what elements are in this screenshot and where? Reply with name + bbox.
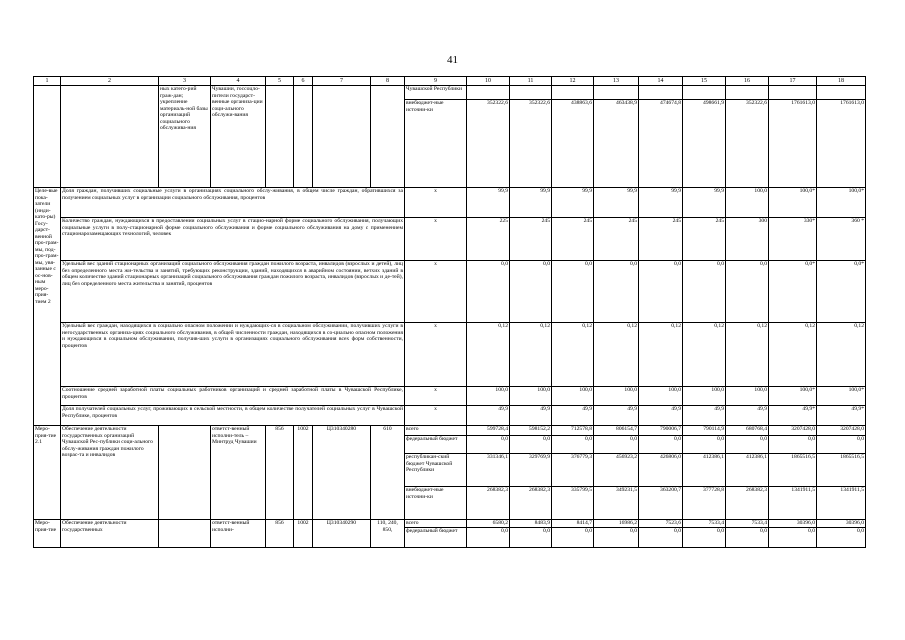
table-cell: 498661,9 bbox=[683, 100, 726, 188]
table-cell: 806154,7 bbox=[594, 426, 639, 436]
indicator-text: Количество граждан, нуждающихся в предоставлении социальных услуг в стацио-нарной форме социального обслуживания, получающих социальные услуги в полу-стационарной форме социального обслуживания и форме социального обслуживания на дому с применением стационарозамещающих технологий, человек bbox=[61, 218, 405, 261]
table-cell: 100,0 bbox=[726, 188, 769, 218]
table-cell: 100,0 bbox=[639, 387, 683, 406]
table-cell: 330* bbox=[769, 218, 817, 261]
table-cell: 7523,6 bbox=[639, 520, 683, 528]
source-cell: внебюджет-ные источни-ки bbox=[405, 100, 467, 188]
event-label: Меро-прия-тие 2.1 bbox=[34, 426, 61, 520]
header-cell: 6 bbox=[294, 77, 313, 86]
table-cell: 790114,9 bbox=[683, 426, 726, 436]
table-cell: x bbox=[405, 387, 467, 406]
table-cell: 30396,0 bbox=[769, 520, 817, 528]
table-cell: 245 bbox=[594, 218, 639, 261]
header-cell: 15 bbox=[683, 77, 726, 86]
table-cell: 49,9* bbox=[769, 406, 817, 426]
table-cell: 352322,6 bbox=[467, 100, 510, 188]
table-cell: 49,9 bbox=[552, 406, 594, 426]
table-cell bbox=[61, 86, 159, 188]
table-cell: 100,0 bbox=[594, 387, 639, 406]
table-cell: 1002 bbox=[294, 426, 313, 520]
table-cell: 268382,3 bbox=[467, 487, 510, 520]
table-cell: 7533,4 bbox=[726, 520, 769, 528]
table-cell: 49,9 bbox=[467, 406, 510, 426]
table-cell: 100,0* bbox=[769, 387, 817, 406]
table-cell: 3207428,0 bbox=[769, 426, 817, 436]
header-cell: 5 bbox=[266, 77, 294, 86]
table-cell: 0,12 bbox=[639, 323, 683, 387]
event-label: Меро-прия-тие bbox=[34, 520, 61, 548]
table-cell: 7533,4 bbox=[683, 520, 726, 528]
table-cell: 268382,3 bbox=[510, 487, 552, 520]
table-cell: 0,0 bbox=[683, 261, 726, 323]
table-cell: 0,0* bbox=[769, 261, 817, 323]
table-cell: 0,0 bbox=[594, 528, 639, 548]
table-cell: 0,12 bbox=[510, 323, 552, 387]
source-cell: всего bbox=[405, 520, 467, 528]
indicator-text: Удельный вес зданий стационарных организаций социального обслуживания граждан пожилого возраста, инвалидов (взрослых и детей), лиц без определенного места жи-тельства и занятий, требующих реконструкции, зданий, находящихся в аварийном состоянии, ветхих зданий в общем количестве зданий стационарных организаций социального обслуживания граждан пожилого возраста, инвалидов (взрослых и де-тей), лиц без определенного места жительства и занятий, процентов bbox=[61, 261, 405, 323]
table-cell: 0,12 bbox=[683, 323, 726, 387]
target-row bbox=[34, 188, 866, 218]
table-cell: 790006,7 bbox=[639, 426, 683, 436]
table-cell: 245 bbox=[639, 218, 683, 261]
header-cell: 13 bbox=[594, 77, 639, 86]
table-cell bbox=[726, 86, 769, 100]
table-cell: 352322,6 bbox=[726, 100, 769, 188]
executor-cell: ответст-венный исполни- bbox=[211, 520, 266, 548]
table-cell: 0,12 bbox=[552, 323, 594, 387]
table-cell: 100,0 bbox=[683, 387, 726, 406]
table-cell: 0,0 bbox=[639, 261, 683, 323]
table-cell: 1341911,5 bbox=[817, 487, 866, 520]
executor-cell: Чувашии, госсоцло-пители государст-венные организа-ции соци-ального обслужи-вания bbox=[211, 86, 266, 188]
table-cell: 100,0 bbox=[510, 387, 552, 406]
header-row bbox=[34, 77, 866, 86]
source-cell: федеральный бюджет bbox=[405, 528, 467, 548]
table-cell: 0,0 bbox=[726, 528, 769, 548]
table-cell: 0,0 bbox=[683, 436, 726, 454]
event-name: Обеспечение деятельности государственных организаций Чувашской Рес-публики соци-ального обслу-живания граждан пожилого возрас-та и инвалидов bbox=[61, 426, 159, 520]
table-cell: 245 bbox=[552, 218, 594, 261]
table-cell: 1341911,5 bbox=[769, 487, 817, 520]
budget-table bbox=[33, 76, 866, 548]
table-cell: 8414,7 bbox=[552, 520, 594, 528]
table-cell: 0,12 bbox=[769, 323, 817, 387]
table-cell: x bbox=[405, 323, 467, 387]
table-cell: 0,0 bbox=[683, 528, 726, 548]
header-cell: 17 bbox=[769, 77, 817, 86]
table-cell bbox=[159, 426, 211, 520]
table-cell: 376779,3 bbox=[552, 454, 594, 487]
executor-cell: ответст-венный исполни-тель – Минтруд Чувашии bbox=[211, 426, 266, 520]
table-cell: 1002 bbox=[294, 520, 313, 548]
table-cell: 100,0 bbox=[467, 387, 510, 406]
table-cell: 99,9 bbox=[639, 188, 683, 218]
table-cell: 0,0 bbox=[552, 528, 594, 548]
goal-cell: ных катего-рий граж-дан; укрепление материаль-ной базы организаций социального обслужива-ния bbox=[159, 86, 211, 188]
table-cell bbox=[817, 86, 866, 100]
table-cell: 412386,1 bbox=[683, 454, 726, 487]
table-cell: x bbox=[405, 261, 467, 323]
header-cell: 16 bbox=[726, 77, 769, 86]
table-cell: 331346,1 bbox=[467, 454, 510, 487]
table-cell: 245 bbox=[683, 218, 726, 261]
table-cell: 49,9* bbox=[817, 406, 866, 426]
table-cell: 463438,9 bbox=[594, 100, 639, 188]
table-cell bbox=[552, 86, 594, 100]
table-cell: 856 bbox=[266, 426, 294, 520]
table-cell: 1761613,0 bbox=[817, 100, 866, 188]
table-cell: 360 * bbox=[817, 218, 866, 261]
table-cell: 0,0 bbox=[510, 261, 552, 323]
table-cell: 268382,3 bbox=[726, 487, 769, 520]
table-cell: 0,12 bbox=[594, 323, 639, 387]
table-cell: 0,0 bbox=[552, 261, 594, 323]
table-cell: 0,12 bbox=[726, 323, 769, 387]
table-cell: 456923,2 bbox=[594, 454, 639, 487]
target-row bbox=[34, 406, 866, 426]
header-cell: 7 bbox=[313, 77, 371, 86]
header-cell: 9 bbox=[405, 77, 467, 86]
table-cell: 329769,9 bbox=[510, 454, 552, 487]
table-cell: 49,9 bbox=[639, 406, 683, 426]
table-cell: 0,0 bbox=[467, 528, 510, 548]
table-cell: 856 bbox=[266, 520, 294, 548]
table-cell: 0,0 bbox=[510, 528, 552, 548]
target-row bbox=[34, 387, 866, 406]
table-cell: 1865516,5 bbox=[817, 454, 866, 487]
source-cell: республикан-ский бюджет Чувашской Республики bbox=[405, 454, 467, 487]
indicator-text: Доля граждан, получивших социальные услуги в организациях социального обслу-живания, в общем числе граждан, обратившихся за получением социальных услуг в организации социального обслуживания, процентов bbox=[61, 188, 405, 218]
table-cell: 16986,2 bbox=[594, 520, 639, 528]
table-cell: 680768,4 bbox=[726, 426, 769, 436]
event-row bbox=[34, 520, 866, 528]
table-cell: 0,0 bbox=[639, 436, 683, 454]
table-cell: 0,0 bbox=[594, 436, 639, 454]
table-cell: 3207428,0 bbox=[817, 426, 866, 436]
table-cell: 0,0 bbox=[510, 436, 552, 454]
table-cell: 712578,8 bbox=[552, 426, 594, 436]
header-cell: 12 bbox=[552, 77, 594, 86]
table-cell: 0,0 bbox=[769, 528, 817, 548]
table-cell: 599728,4 bbox=[467, 426, 510, 436]
source-cell: Чувашской Республики bbox=[405, 86, 467, 100]
table-cell: 363200,7 bbox=[639, 487, 683, 520]
table-cell bbox=[467, 86, 510, 100]
table-cell: 438863,6 bbox=[552, 100, 594, 188]
table-cell: 1761613,0 bbox=[769, 100, 817, 188]
table-cell bbox=[371, 86, 405, 188]
table-cell: 8483,9 bbox=[510, 520, 552, 528]
table-cell: 49,9 bbox=[510, 406, 552, 426]
table-cell: x bbox=[405, 218, 467, 261]
table-cell: 100,0 bbox=[552, 387, 594, 406]
table-cell bbox=[266, 86, 294, 188]
source-cell: внебюджет-ные источни-ки bbox=[405, 487, 467, 520]
header-cell: 1 bbox=[34, 77, 61, 86]
event-row bbox=[34, 426, 866, 436]
source-cell: федеральный бюджет bbox=[405, 436, 467, 454]
table-cell bbox=[769, 86, 817, 100]
header-cell: 3 bbox=[159, 77, 211, 86]
table-cell: 0,0 bbox=[726, 261, 769, 323]
table-cell: 0,0 bbox=[552, 436, 594, 454]
table-cell: 99,9 bbox=[467, 188, 510, 218]
table-cell: 0,0 bbox=[467, 436, 510, 454]
table-cell: 1865516,5 bbox=[769, 454, 817, 487]
table-cell bbox=[683, 86, 726, 100]
table-cell: 0,0 bbox=[817, 436, 866, 454]
table-cell: x bbox=[405, 188, 467, 218]
table-cell: 377728,8 bbox=[683, 487, 726, 520]
table-cell: 99,9 bbox=[510, 188, 552, 218]
table-cell: Ц310340290 bbox=[313, 520, 371, 548]
table-cell: 100,0* bbox=[769, 188, 817, 218]
header-cell: 10 bbox=[467, 77, 510, 86]
table-cell: 49,9 bbox=[594, 406, 639, 426]
table-cell: 300 bbox=[726, 218, 769, 261]
targets-label: Целе-вые пока-затели (инди-като-ры) Госу-дарст-венной про-грам-мы, под-про-грам-мы, увя-занные с ос-нов-ным меро-прия-тием 2 bbox=[34, 188, 61, 426]
table-cell bbox=[34, 86, 61, 188]
table-cell: 99,9 bbox=[552, 188, 594, 218]
table-row bbox=[34, 86, 866, 100]
table-cell: Ц310340280 bbox=[313, 426, 371, 520]
table-cell: 99,9 bbox=[683, 188, 726, 218]
event-name: Обеспечение деятельности государственных bbox=[61, 520, 159, 548]
table-cell: 0,0 bbox=[467, 261, 510, 323]
table-cell bbox=[594, 86, 639, 100]
table-cell bbox=[639, 86, 683, 100]
table-cell: 598152,2 bbox=[510, 426, 552, 436]
target-row bbox=[34, 261, 866, 323]
indicator-text: Соотношение средней заработной платы социальных работников организаций и средней заработной платы в Чувашской Республике, процентов bbox=[61, 387, 405, 406]
page-number: 41 bbox=[447, 54, 458, 66]
header-cell: 4 bbox=[211, 77, 266, 86]
table-cell bbox=[313, 86, 371, 188]
table-cell: 352322,6 bbox=[510, 100, 552, 188]
table-cell: 0,12 bbox=[817, 323, 866, 387]
table-cell: 0,0* bbox=[817, 261, 866, 323]
table-cell: 0,0 bbox=[726, 436, 769, 454]
table-cell: 100,0* bbox=[817, 387, 866, 406]
table-cell: 110, 240, 850, bbox=[371, 520, 405, 548]
header-cell: 14 bbox=[639, 77, 683, 86]
table-cell: 426806,0 bbox=[639, 454, 683, 487]
table-cell: 6580,2 bbox=[467, 520, 510, 528]
table-cell: 610 bbox=[371, 426, 405, 520]
table-cell: 100,0* bbox=[817, 188, 866, 218]
table-cell: 0,0 bbox=[594, 261, 639, 323]
table-cell: 0,0 bbox=[817, 528, 866, 548]
table-cell: 349231,5 bbox=[594, 487, 639, 520]
indicator-text: Доля получателей социальных услуг, проживающих в сельской местности, в общем количестве получателей социальных услуг в Чувашской Республике, процентов bbox=[61, 406, 405, 426]
table-cell bbox=[159, 520, 211, 548]
table-cell: 0,12 bbox=[467, 323, 510, 387]
header-cell: 18 bbox=[817, 77, 866, 86]
target-row bbox=[34, 323, 866, 387]
table-cell: 0,0 bbox=[639, 528, 683, 548]
table-cell: 474674,8 bbox=[639, 100, 683, 188]
table-cell: 335799,5 bbox=[552, 487, 594, 520]
table-cell bbox=[510, 86, 552, 100]
table-cell: 99,9 bbox=[594, 188, 639, 218]
table-cell: 49,9 bbox=[726, 406, 769, 426]
table-cell: 225 bbox=[467, 218, 510, 261]
header-cell: 8 bbox=[371, 77, 405, 86]
header-cell: 11 bbox=[510, 77, 552, 86]
indicator-text: Удельный вес граждан, находящихся в социально опасном положении и нуждающих-ся в социальном обслуживании, получивших услуги в негосударственных организа-циях социального обслуживания, в общей численности граждан, находящихся в со-циально опасном положения и нуждающихся в социальном обслуживании, получив-ших услуги в организациях социального обслуживания всех форм собственности, процентов bbox=[61, 323, 405, 387]
table-cell: 30396,0 bbox=[817, 520, 866, 528]
header-cell: 2 bbox=[61, 77, 159, 86]
target-row bbox=[34, 218, 866, 261]
table-cell: 49,9 bbox=[683, 406, 726, 426]
table-cell: x bbox=[405, 406, 467, 426]
table-cell: 0,0 bbox=[769, 436, 817, 454]
table-cell: 100,0 bbox=[726, 387, 769, 406]
table-cell: 245 bbox=[510, 218, 552, 261]
table-cell bbox=[294, 86, 313, 188]
source-cell: всего bbox=[405, 426, 467, 436]
table-cell: 412386,1 bbox=[726, 454, 769, 487]
